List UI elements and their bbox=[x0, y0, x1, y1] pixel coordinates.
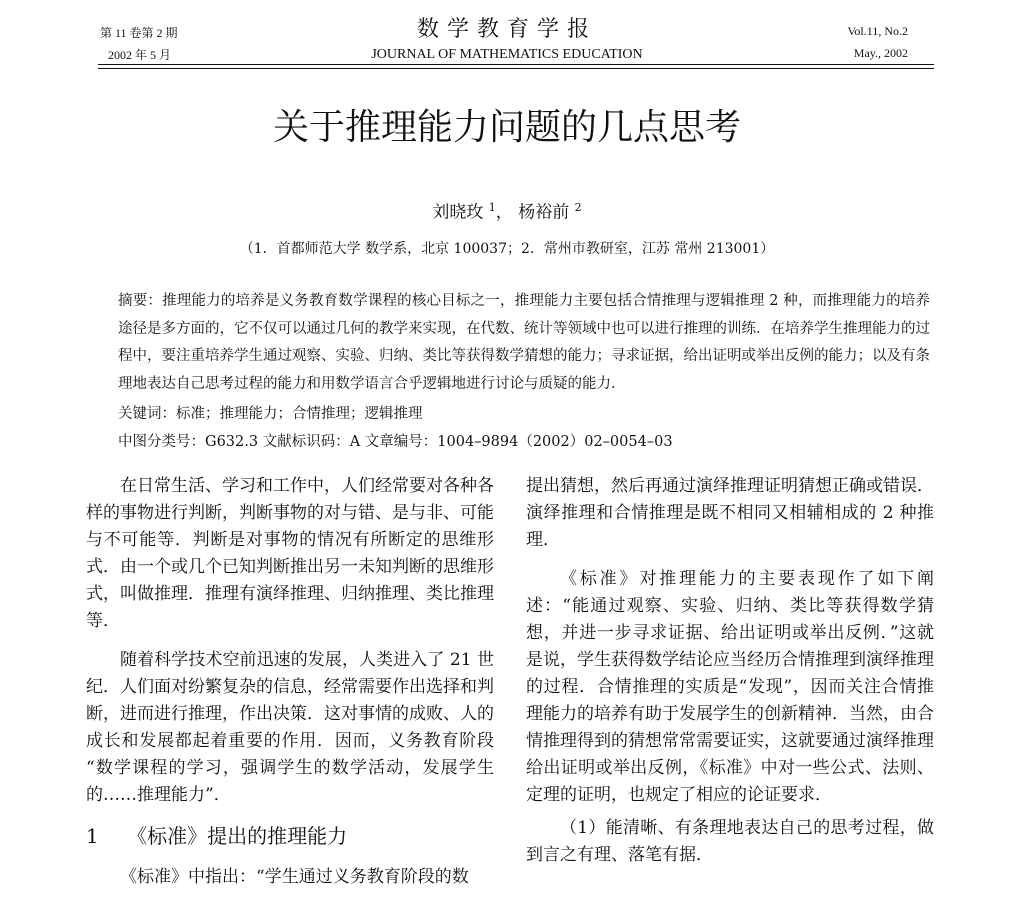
section-number: 1 bbox=[86, 824, 99, 848]
affiliations: （1．首都师范大学 数学系，北京 100037；2．常州市教研室，江苏 常州 213001） bbox=[239, 241, 775, 257]
header-rule-thick bbox=[98, 64, 934, 65]
author-line bbox=[0, 196, 1014, 225]
author-2-affil-mark: 2 bbox=[574, 201, 582, 214]
author-2: 杨裕前 bbox=[518, 202, 570, 223]
volume-issue-en: Vol.11, No.2 bbox=[847, 24, 908, 38]
section-title: 《标准》提出的推理能力 bbox=[127, 824, 348, 848]
paragraph: 在日常生活、学习和工作中，人们经常要对各种各样的事物进行判断，判断事物的对与错、是与非、可能与不可能等．判断是对事物的情况有所断定的思维形式．由一个或几个已知判断推出另一未知判断的思维形式，叫做推理．推理有演绎推理、归纳推理、类比推理等． bbox=[86, 476, 494, 631]
journal-title-en: JOURNAL OF MATHEMATICS EDUCATION bbox=[371, 47, 643, 62]
paragraph: 提出猜想，然后再通过演绎推理证明猜想正确或错误．演绎推理和合情推理是既不相同又相辅相成的 2 种推理． bbox=[526, 476, 934, 550]
date-cn: 2002 年 5 月 bbox=[108, 48, 172, 62]
header-rule-thin bbox=[98, 68, 934, 69]
volume-issue-cn: 第 11 卷第 2 期 bbox=[100, 26, 178, 40]
left-column bbox=[86, 473, 494, 809]
author-1-affil-mark: 1 bbox=[488, 201, 496, 214]
right-column bbox=[526, 473, 934, 869]
author-1: 刘晓玫 bbox=[432, 202, 484, 223]
paragraph: 随着科学技术空前迅速的发展，人类进入了 21 世纪．人们面对纷繁复杂的信息，经常需要作出选择和判断，进而进行推理，作出决策．这对事情的成败、人的成长和发展都起着重要的作用．因而，义务教育阶段 “数学课程的学习，强调学生的数学活动，发展学生的……推理能力”． bbox=[86, 650, 494, 805]
abstract: 摘要：推理能力的培养是义务教育数学课程的核心目标之一，推理能力主要包括合情推理与逻辑推理 2 种，而推理能力的培养途径是多方面的，它不仅可以通过几何的教学来实现，在代数、统计等领域中也可以进行推理的训练．在培养学生推理能力的过程中，要注重培养学生通过观察、实验、归纳、类比等获得数学猜想的能力；寻求证据，给出证明或举出反例的能力；以及有条理地表达自己思考过程的能力和用数学语言合乎逻辑地进行讨论与质疑的能力． bbox=[118, 293, 930, 392]
date-en: May., 2002 bbox=[853, 46, 908, 60]
journal-title-cn: 数学教育学报 bbox=[416, 16, 597, 41]
section-heading bbox=[86, 819, 347, 853]
keywords: 关键词：标准；推理能力；合情推理；逻辑推理 bbox=[118, 406, 423, 422]
author-separator: ， bbox=[495, 202, 513, 223]
paragraph: 《标准》中指出：“学生通过义务教育阶段的数 bbox=[120, 867, 469, 887]
paragraph: 《标准》对推理能力的主要表现作了如下阐述：“能通过观察、实验、归纳、类比等获得数学猜想，并进一步寻求证据、给出证明或举出反例．”这就是说，学生获得数学结论应当经历合情推理到演绎推理的过程．合情推理的实质是“发现”，因而关注合情推理能力的培养有助于发展学生的创新精神．当然，由合情推理得到的猜想常常需要证实，这就要通过演绎推理给出证明或举出反例，《标准》中对一些公式、法则、定理的证明，也规定了相应的论证要求． bbox=[526, 569, 934, 805]
paragraph: （1）能清晰、有条理地表达自己的思考过程，做到言之有理、落笔有据． bbox=[526, 818, 934, 865]
article-title: 关于推理能力问题的几点思考 bbox=[272, 107, 741, 148]
classification-codes: 中图分类号：G632.3 文献标识码：A 文章编号：1004–9894（2002）02–0054–03 bbox=[118, 434, 673, 450]
